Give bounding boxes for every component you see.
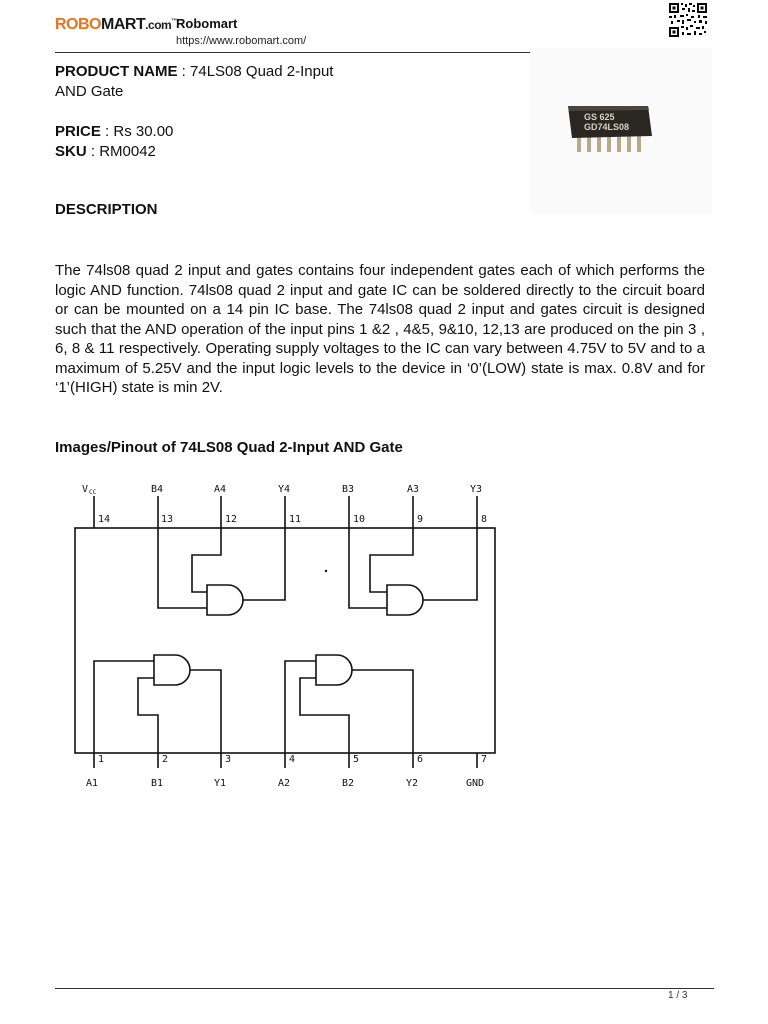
description-title: DESCRIPTION bbox=[55, 201, 158, 218]
price-line: PRICE : Rs 30.00 bbox=[55, 123, 174, 140]
pin-4-name: A2 bbox=[278, 778, 291, 789]
vcc-subscript: CC bbox=[89, 489, 97, 496]
pin-1-number: 1 bbox=[98, 754, 105, 765]
pin-1-name: A1 bbox=[86, 778, 99, 789]
pin-2-name: B1 bbox=[151, 778, 164, 789]
product-name-value-1: 74LS08 Quad 2-Input bbox=[190, 63, 334, 80]
logo-robo: ROBO bbox=[55, 16, 101, 33]
footer-divider bbox=[55, 988, 714, 989]
pin-5-number: 5 bbox=[353, 754, 360, 765]
pin-10-number: 10 bbox=[353, 514, 366, 525]
pin-12-name: A4 bbox=[214, 484, 227, 495]
pin-9-number: 9 bbox=[417, 514, 424, 525]
pin-8-number: 8 bbox=[481, 514, 488, 525]
qr-code-icon bbox=[668, 2, 708, 38]
site-url[interactable]: https://www.robomart.com/ bbox=[176, 35, 307, 47]
pin-14-name: V bbox=[82, 484, 89, 495]
images-title: Images/Pinout of 74LS08 Quad 2-Input AND Gate bbox=[55, 439, 403, 456]
product-name-line: PRODUCT NAME : 74LS08 Quad 2-Input AND Gate bbox=[55, 63, 334, 100]
product-name-value-2: AND Gate bbox=[55, 83, 124, 100]
pin-2-number: 2 bbox=[162, 754, 169, 765]
pinout-diagram bbox=[70, 478, 500, 796]
site-name: Robomart bbox=[176, 16, 238, 31]
description-body: The 74ls08 quad 2 input and gates contains four independent gates each of which performs the logic AND function. 74ls08 quad 2 input and gate IC can be soldered directly to the circuit board or can be mounted on a 14 pin IC base. The 74ls08 quad 2 input and gates circuit is designed such that the AND operation of the input pins 1 &2 , 4&5, 9&10, 12,13 are produced on the pin 3 , 6, 8 & 11 respectively. Operating supply voltages to the IC can vary between 4.75V to 5V and to a maximum of 5.25V and the input logic levels to the device in ‘0’(LOW) state is max. 0.8V and for ‘1’(HIGH) state is min 2V. bbox=[55, 262, 705, 396]
logo-com: .com bbox=[145, 18, 172, 32]
pin-6-name: Y2 bbox=[406, 778, 419, 789]
chip-marking-2: GD74LS08 bbox=[584, 122, 630, 132]
pin-10-name: B3 bbox=[342, 484, 355, 495]
logo-tm: ™ bbox=[171, 18, 177, 25]
robomart-logo[interactable] bbox=[55, 16, 177, 34]
pin-3-name: Y1 bbox=[214, 778, 227, 789]
sku-value: RM0042 bbox=[99, 143, 156, 160]
pin-12-number: 12 bbox=[225, 514, 238, 525]
sku-label: SKU bbox=[55, 143, 87, 160]
pin-9-name: A3 bbox=[407, 484, 420, 495]
product-name-label: PRODUCT NAME bbox=[55, 63, 178, 80]
pin-8-name: Y3 bbox=[470, 484, 483, 495]
pin-5-name: B2 bbox=[342, 778, 355, 789]
pin-13-number: 13 bbox=[161, 514, 174, 525]
pin-13-name: B4 bbox=[151, 484, 164, 495]
chip-marking-1: GS 625 bbox=[584, 112, 615, 122]
pin-7-name: GND bbox=[466, 778, 485, 789]
price-value: Rs 30.00 bbox=[113, 123, 174, 140]
product-chip-image bbox=[530, 48, 712, 214]
pin-11-name: Y4 bbox=[278, 484, 291, 495]
logo-mart: MART bbox=[101, 16, 146, 33]
header-divider bbox=[55, 52, 530, 53]
pin-7-number: 7 bbox=[481, 754, 488, 765]
price-label: PRICE bbox=[55, 123, 101, 140]
pin-4-number: 4 bbox=[289, 754, 296, 765]
pin-6-number: 6 bbox=[417, 754, 424, 765]
page-number: 1 / 3 bbox=[668, 990, 688, 1001]
sku-line: SKU : RM0042 bbox=[55, 143, 156, 160]
pin-11-number: 11 bbox=[289, 514, 302, 525]
pin-3-number: 3 bbox=[225, 754, 232, 765]
pin-14-number: 14 bbox=[98, 514, 111, 525]
